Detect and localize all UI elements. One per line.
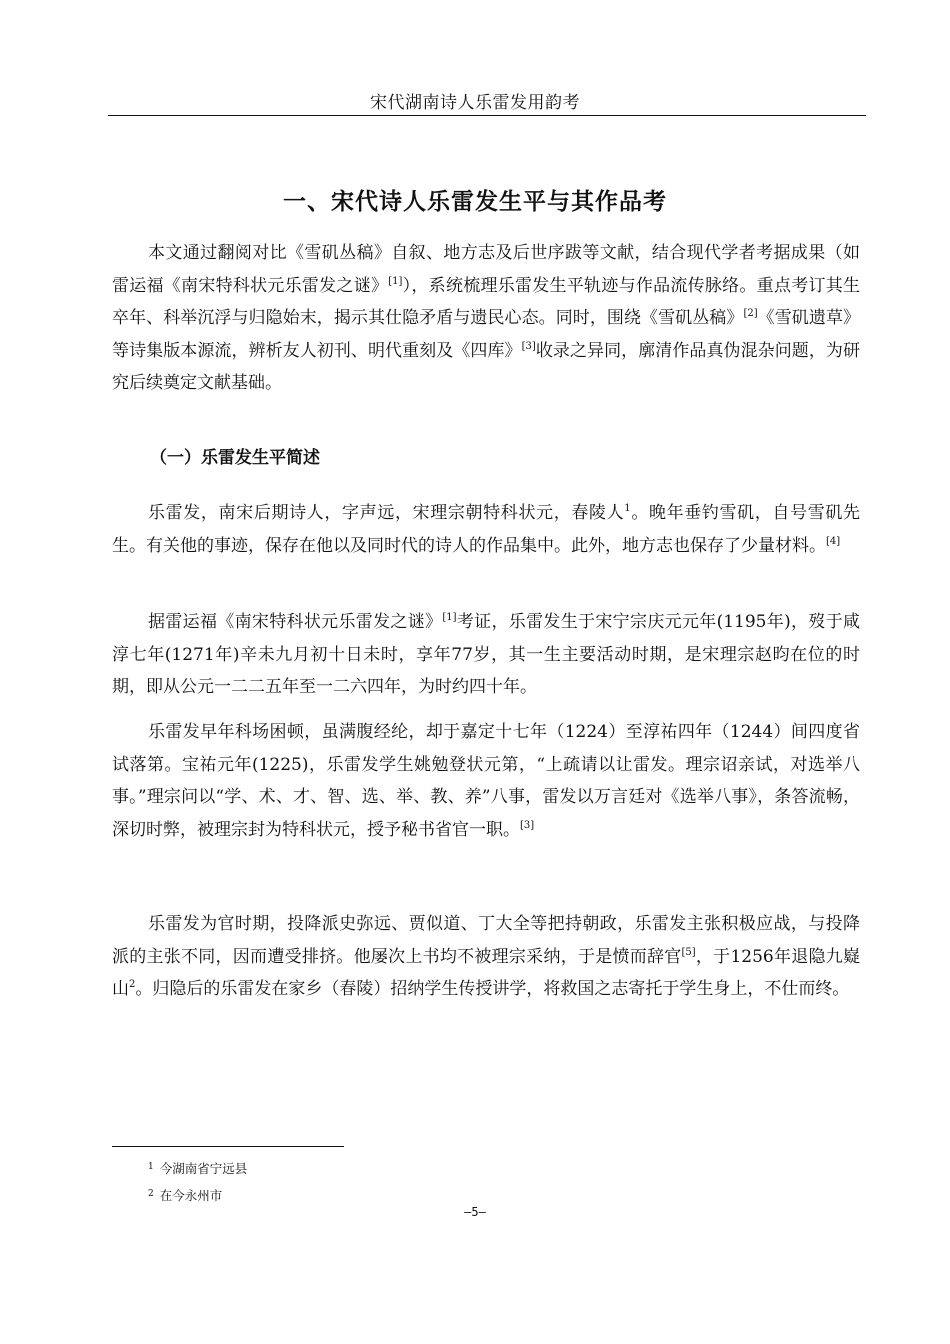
- footnote: [148, 1186, 222, 1204]
- citation: [2]: [743, 308, 758, 319]
- footnote-text: 今湖南省宁远县: [159, 1161, 248, 1176]
- text: 。归隐后的乐雷发在家乡（春陵）招纳学生传授讲学，将救国之志寄托于学生身上，不仕而终。: [135, 979, 850, 999]
- text: ），系统梳理乐雷发生平轨迹与作品流传脉络。重点考订其生卒年、科举沉浮与归隐始末，揭示其仕隐矛盾与遗民心态。同时，围绕《雪矶丛稿》: [112, 275, 861, 328]
- text: 《雪矶遗草》等诗集版本源流，辨析友人初刊、明代重刻及《四库》: [112, 308, 861, 361]
- text: 乐雷发，南宋后期诗人，字声远，宋理宗朝特科状元，春陵人: [148, 503, 625, 523]
- citation: [4]: [826, 535, 841, 547]
- text: 考证，乐雷发生于宋宁宗庆元元年(1195年)，歿于咸淳七年(1271年)辛未九月初十日未时，享年77岁，其一生主要活动时期，是宋理宗赵昀在位的时期，即从公元一二二五年至一二六四年，为时约四十年。: [112, 612, 860, 697]
- body-paragraph-1: [112, 497, 860, 562]
- footnote-number: 1: [148, 1162, 154, 1172]
- text: 本文通过翻阅对比《雪矶丛稿》自叙、地方志及后世序跋等文献，结合现代学者考据成果（如雷运福《南宋特科状元乐雷发之谜》: [112, 243, 860, 296]
- footnote-ref: 2: [129, 979, 136, 990]
- citation: [1]: [442, 612, 457, 623]
- footnote-text: 在今永州市: [159, 1188, 223, 1203]
- page-number: —5—: [464, 1205, 486, 1219]
- footnote: [148, 1159, 247, 1177]
- header-rule: [108, 115, 866, 116]
- body-paragraph-3: [112, 716, 860, 846]
- text: 乐雷发早年科场困顿，虽满腹经纶，却于嘉定十七年（1224）至淳祐四年（1244）间四度省试落第。宝祐元年(1225)，乐雷发学生姚勉登状元第，“上疏请以让雷发。理宗诏亲试，对选举八事。”理宗问以“学、术、才、智、选、举、教、养”八事，雷发以万言廷对《选举八事》，条答流畅，深切时弊，被理宗封为特科状元，授予秘书省官一职。: [112, 722, 860, 840]
- text: 。晚年垂钓雪矶，自号雪矶先生。有关他的事迹，保存在他以及同时代的诗人的作品集中。此外，地方志也保存了少量材料。: [112, 503, 860, 556]
- chapter-title: 一、宋代诗人乐雷发生平与其作品考: [283, 189, 667, 215]
- citation: [3]: [520, 819, 535, 831]
- running-header: 宋代湖南诗人乐雷发用韵考: [370, 93, 580, 113]
- text: ，于1256年退隐九嶷山: [112, 946, 860, 999]
- text: 乐雷发为官时期，投降派史弥远、贾似道、丁大全等把持朝政，乐雷发主张积极应战，与投降派的主张不同，因而遭受排挤。他屡次上书均不被理宗采纳，于是愤而辞官: [112, 914, 860, 967]
- text: 据雷运福《南宋特科状元乐雷发之谜》: [148, 612, 443, 632]
- footnote-number: 2: [148, 1189, 154, 1199]
- body-paragraph-2: [112, 606, 860, 704]
- footnote-ref: 1: [624, 503, 631, 514]
- section-heading: （一）乐雷发生平简述: [150, 448, 320, 468]
- text: 收录之异同，廓清作品真伪混杂问题，为研究后续奠定文献基础。: [112, 340, 860, 393]
- intro-paragraph: [112, 237, 860, 400]
- citation: [5]: [681, 946, 696, 958]
- citation: [1]: [388, 275, 403, 287]
- body-paragraph-4: [112, 908, 860, 1006]
- citation: [3]: [521, 340, 536, 352]
- footnote-separator: [112, 1146, 344, 1147]
